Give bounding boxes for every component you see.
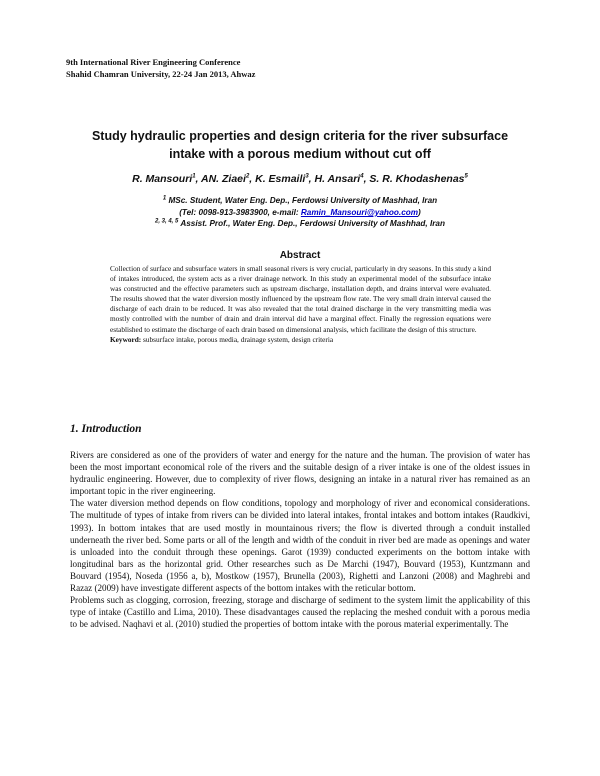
author-sup: 4 bbox=[360, 173, 364, 180]
abstract-heading: Abstract bbox=[279, 250, 321, 261]
author-name: S. R. Khodashenas bbox=[369, 173, 465, 185]
email-link[interactable]: Ramin_Mansouri@yahoo.com bbox=[300, 208, 419, 217]
affiliation-text: Assist. Prof., Water Eng. Dep., Ferdowsi University of Mashhad, Iran bbox=[180, 219, 445, 228]
keywords-line bbox=[110, 335, 491, 345]
author-sup: 3 bbox=[305, 173, 309, 180]
affiliation-text: MSc. Student, Water Eng. Dep., Ferdowsi University of Mashhad, Iran bbox=[168, 196, 438, 205]
contact-prefix: (Tel: 0098-913-3983900, e-mail: bbox=[179, 208, 301, 217]
conference-header bbox=[66, 56, 255, 80]
author-name: AN. Ziaei bbox=[201, 173, 246, 185]
paper-title: Study hydraulic properties and design criteria for the river subsurface intake with a porous medium without cut off bbox=[91, 129, 509, 161]
author-sup: 1 bbox=[192, 173, 196, 180]
affiliation-2 bbox=[60, 219, 540, 230]
author-sup: 2 bbox=[245, 173, 250, 180]
paragraph: Problems such as clogging, corrosion, freezing, storage and discharge of sediment to the system limit the applicability of this type of intake (Castillo and Lima, 2010). These disadvantages caused the replacing the meshed conduit with a porous media to be advised. Naqhavi et al. (2010) studied the properties of bottom intake with the porous material experimentally. The bbox=[70, 595, 530, 630]
section-heading-introduction: 1. Introduction bbox=[70, 423, 142, 435]
keyword-label: Keyword: bbox=[110, 334, 142, 344]
affiliation-1 bbox=[60, 196, 540, 207]
conference-venue: Shahid Chamran University, 22-24 Jan 2013, Ahwaz bbox=[66, 69, 256, 79]
paragraph: Rivers are considered as one of the providers of water and energy for the nature and the human. The provision of water has been the most important economical role of the rivers and the suitable design of a river intake is one of the oldest issues in hydraulic engineering. However, due to complexity of river flows, designing an intake in a natural river has remained as an important topic in the river engineering. bbox=[70, 450, 530, 497]
author-name: H. Ansari bbox=[314, 173, 361, 185]
affiliation-sup: 1 bbox=[162, 195, 167, 202]
contact-suffix: ) bbox=[418, 208, 421, 217]
introduction-body bbox=[70, 449, 530, 630]
author-name: K. Esmaili bbox=[255, 173, 306, 185]
affiliation-sup: 2, 3, 4, 5 bbox=[155, 218, 179, 225]
author-list: R. Mansouri$^1$, AN. Ziaei$^2$, K. Esmaili$^3$, H. Ansari$^4$, S. R. Khodashenas$^5$ bbox=[132, 173, 468, 185]
author-name: R. Mansouri bbox=[132, 173, 193, 185]
contact-line bbox=[60, 208, 540, 219]
paragraph: The water diversion method depends on flow conditions, topology and morphology of river and economical considerations. The multitude of types of intake from rivers can be divided into lateral intakes, frontal intakes and bottom intakes (Raudkivi, 1993). In bottom intakes that are used mostly in mountainous rivers; the flow is diverted through a conduit installed underneath the river bed. Some parts or all of the length and width of the conduit in river bed are made as openings and water is unloaded into the conduit through these openings. Garot (1939) conducted experiments on the bottom intake with longitudinal bars as the horizontal grid. Other researches such as De Marchi (1947), Bouvard (1953), Kuntzmann and Bouvard (1954), Noseda (1956 a, b), Mostkow (1957), Brunella (2003), Righetti and Lanzoni (2008) and Maghrebi and Razaz (2009) have investigate different aspects of the bottom intakes with the reticular bottom. bbox=[70, 498, 530, 594]
keyword-list: subsurface intake, porous media, drainage system, design criteria bbox=[141, 334, 334, 344]
author-sup: 5 bbox=[464, 173, 468, 180]
abstract-body bbox=[110, 264, 491, 345]
conference-name: 9th International River Engineering Conference bbox=[66, 57, 241, 67]
abstract-text: Collection of surface and subsurface waters in small seasonal rivers is very crucial, particularly in dry seasons. In this study a kind of intakes introduced, the system acts as a river drainage network. In this study an experimental model of the subsurface intake was constructed and the effective parameters such as upstream discharge, installation depth, and drains interval were evaluated. The results showed that the water diversion mostly influenced by the upstream flow rate. The very small drain interval caused the discharge of each drain to be reduced. It was also revealed that the total drained discharge in the very transmitting media was mostly controlled with the number of drain and drain interval did have a marginal effect. Finally the regression equations were established to estimate the discharge of each drain based on dimensional analysis, which facilitate the design of this structure. bbox=[110, 264, 491, 334]
